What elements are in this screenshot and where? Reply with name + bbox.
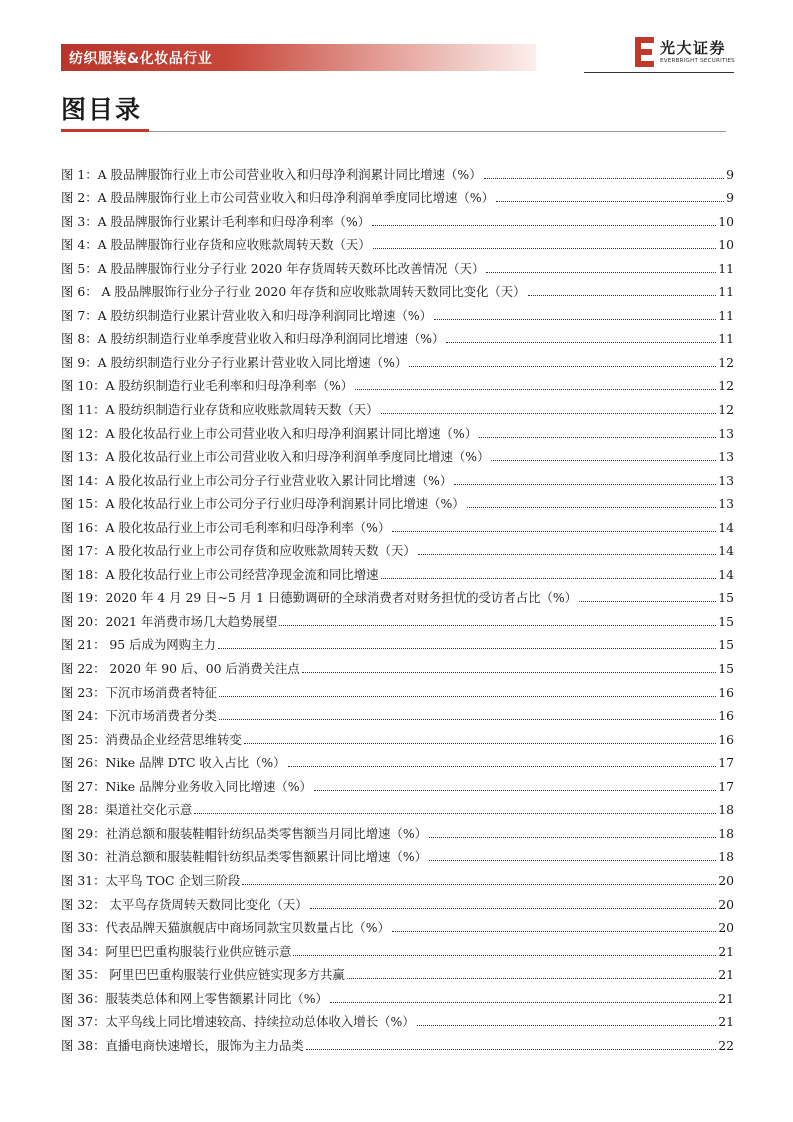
toc-entry-label: 图 2：A 股品牌服饰行业上市公司营业收入和归母净利润单季度同比增速（%） [61,190,494,206]
toc-entry[interactable] [61,888,734,912]
toc-entry-page: 17 [718,778,734,794]
toc-entry-page: 21 [718,943,734,959]
toc-entry-page: 12 [718,378,734,394]
toc-entry-page: 21 [718,967,734,983]
toc-entry[interactable] [61,276,734,300]
toc-entry-page: 15 [718,613,734,629]
toc-entry-label: 图 22： 2020 年 90 后、00 后消费关注点 [61,661,300,677]
toc-entry-page: 11 [718,260,734,276]
toc-leader-dots [306,1049,716,1050]
toc-entry[interactable] [61,252,734,276]
toc-leader-dots [467,507,717,508]
toc-entry[interactable] [61,323,734,347]
toc-leader-dots [373,248,717,249]
toc-entry-page: 16 [718,731,734,747]
toc-entry-page: 11 [718,307,734,323]
toc-entry-label: 图 9：A 股纺织制造行业分子行业累计营业收入同比增速（%） [61,354,408,370]
toc-leader-dots [484,178,725,179]
toc-leader-dots [219,719,716,720]
toc-entry-page: 16 [718,684,734,700]
toc-leader-dots [381,413,717,414]
toc-leader-dots [302,672,716,673]
toc-entry-page: 21 [718,990,734,1006]
toc-entry-label: 图 12：A 股化妆品行业上市公司营业收入和归母净利润累计同比增速（%） [61,425,478,441]
toc-entry[interactable] [61,370,734,394]
toc-entry-label: 图 29：社消总额和服装鞋帽针纺织品类零售额当月同比增速（%） [61,825,428,841]
toc-entry-label: 图 26：Nike 品牌 DTC 收入占比（%） [61,755,286,771]
figure-toc-list [61,158,734,1053]
toc-entry-page: 18 [718,802,734,818]
toc-entry-label: 图 17：A 股化妆品行业上市公司存货和应收账款周转天数（天） [61,543,416,559]
toc-leader-dots [355,389,716,390]
toc-entry-label: 图 21： 95 后成为网购主力 [61,637,216,653]
toc-entry-page: 20 [718,872,734,888]
toc-entry[interactable] [61,441,734,465]
toc-entry-page: 12 [718,402,734,418]
toc-entry[interactable] [61,417,734,441]
toc-entry-page: 13 [718,496,734,512]
toc-entry-page: 15 [718,661,734,677]
toc-entry[interactable] [61,747,734,771]
toc-entry[interactable] [61,605,734,629]
toc-entry[interactable] [61,912,734,936]
toc-entry-page: 9 [726,166,734,182]
toc-entry[interactable] [61,700,734,724]
toc-entry-label: 图 28：渠道社交化示意 [61,802,193,818]
toc-entry-label: 图 34：阿里巴巴重构服装行业供应链示意 [61,943,292,959]
toc-entry[interactable] [61,676,734,700]
toc-entry[interactable] [61,959,734,983]
toc-entry-page: 11 [718,331,734,347]
toc-entry-label: 图 27：Nike 品牌分业务收入同比增速（%） [61,778,312,794]
toc-entry-label: 图 14：A 股化妆品行业上市公司分子行业营业收入累计同比增速（%） [61,472,453,488]
header-band [61,44,536,71]
toc-leader-dots [434,319,716,320]
toc-entry[interactable] [61,723,734,747]
toc-entry-page: 14 [718,566,734,582]
toc-entry-page: 16 [718,708,734,724]
toc-entry[interactable] [61,982,734,1006]
toc-entry[interactable] [61,841,734,865]
toc-leader-dots [194,813,716,814]
toc-entry-label: 图 8：A 股纺织制造行业单季度营业收入和归母净利润同比增速（%） [61,331,445,347]
toc-entry-page: 18 [718,825,734,841]
toc-entry[interactable] [61,770,734,794]
toc-entry-label: 图 20：2021 年消费市场几大趋势展望 [61,613,278,629]
toc-leader-dots [429,860,716,861]
toc-entry-label: 图 19：2020 年 4 月 29 日~5 月 1 日德勤调研的全球消费者对财务担忧的受访者占比（%） [61,590,578,606]
toc-entry-label: 图 35： 阿里巴巴重构服装行业供应链实现多方共赢 [61,967,345,983]
toc-entry-page: 18 [718,849,734,865]
toc-entry-label: 图 16：A 股化妆品行业上市公司毛利率和归母净利率（%） [61,519,391,535]
toc-leader-dots [314,790,716,791]
toc-entry-label: 图 10：A 股纺织制造行业毛利率和归母净利率（%） [61,378,354,394]
toc-entry-page: 10 [718,237,734,253]
toc-leader-dots [219,696,716,697]
toc-leader-dots [528,295,717,296]
toc-entry[interactable] [61,182,734,206]
industry-label: 纺织服装&化妆品行业 [69,51,213,67]
toc-leader-dots [446,342,716,343]
toc-leader-dots [392,931,716,932]
toc-entry[interactable] [61,205,734,229]
toc-entry[interactable] [61,158,734,182]
toc-entry-page: 13 [718,472,734,488]
toc-entry[interactable] [61,794,734,818]
toc-entry[interactable] [61,511,734,535]
toc-entry[interactable] [61,652,734,676]
toc-entry-label: 图 30：社消总额和服装鞋帽针纺织品类零售额累计同比增速（%） [61,849,428,865]
toc-entry-page: 15 [718,590,734,606]
logo-chinese-name: 光大证券 [660,39,727,57]
toc-leader-dots [496,201,724,202]
toc-leader-dots [479,437,716,438]
header-rule [584,72,734,73]
logo-mark-icon [634,36,656,68]
toc-leader-dots [417,1025,717,1026]
toc-leader-dots [293,955,716,956]
toc-leader-dots [392,531,716,532]
toc-leader-dots [454,484,716,485]
toc-entry[interactable] [61,629,734,653]
toc-leader-dots [579,601,716,602]
toc-entry-label: 图 37：太平鸟线上同比增速较高、持续拉动总体收入增长（%） [61,1014,415,1030]
toc-entry-page: 20 [718,920,734,936]
toc-entry[interactable] [61,229,734,253]
toc-entry-page: 13 [718,425,734,441]
logo-english-name: EVERBRIGHT SECURITIES [660,58,735,64]
toc-entry[interactable] [61,535,734,559]
toc-entry[interactable] [61,864,734,888]
toc-leader-dots [409,366,716,367]
toc-leader-dots [491,460,716,461]
title-rule [149,131,726,132]
toc-entry-label: 图 32： 太平鸟存货周转天数同比变化（天） [61,896,308,912]
toc-entry-label: 图 31：太平鸟 TOC 企划三阶段 [61,872,241,888]
toc-entry-page: 17 [718,755,734,771]
toc-leader-dots [310,908,717,909]
toc-entry-page: 9 [726,190,734,206]
toc-entry-label: 图 23：下沉市场消费者特征 [61,684,218,700]
toc-leader-dots [486,272,716,273]
toc-entry-page: 11 [718,284,734,300]
toc-entry-page: 13 [718,449,734,465]
toc-entry[interactable] [61,1029,734,1053]
toc-entry-label: 图 1：A 股品牌服饰行业上市公司营业收入和归母净利润累计同比增速（%） [61,166,482,182]
page-title: 图目录 [61,95,143,124]
toc-entry[interactable] [61,346,734,370]
toc-entry[interactable] [61,393,734,417]
toc-entry-label: 图 36：服装类总体和网上零售额累计同比（%） [61,990,328,1006]
toc-entry-label: 图 4：A 股品牌服饰行业存货和应收账款周转天数（天） [61,237,371,253]
toc-entry[interactable] [61,582,734,606]
toc-leader-dots [330,1002,716,1003]
toc-entry-label: 图 33：代表品牌天猫旗舰店中商场同款宝贝数量占比（%） [61,920,390,936]
toc-leader-dots [418,554,716,555]
toc-leader-dots [218,648,716,649]
toc-entry-page: 22 [718,1037,734,1053]
toc-entry-page: 21 [718,1014,734,1030]
toc-entry-page: 14 [718,543,734,559]
toc-entry-page: 14 [718,519,734,535]
toc-entry-label: 图 38：直播电商快速增长，服饰为主力品类 [61,1037,304,1053]
toc-entry-label: 图 13：A 股化妆品行业上市公司营业收入和归母净利润单季度同比增速（%） [61,449,490,465]
toc-leader-dots [381,578,717,579]
toc-entry-label: 图 3：A 股品牌服饰行业累计毛利率和归母净利率（%） [61,213,371,229]
toc-entry[interactable] [61,1006,734,1030]
toc-entry[interactable] [61,558,734,582]
toc-entry-label: 图 6： A 股品牌服饰行业分子行业 2020 年存货和应收账款周转天数同比变化（天） [61,284,526,300]
toc-entry-label: 图 15：A 股化妆品行业上市公司分子行业归母净利润累计同比增速（%） [61,496,465,512]
toc-entry[interactable] [61,299,734,323]
toc-entry-label: 图 5：A 股品牌服饰行业分子行业 2020 年存货周转天数环比改善情况（天） [61,260,485,276]
everbright-logo [634,36,744,70]
toc-entry-page: 15 [718,637,734,653]
toc-entry-page: 12 [718,354,734,370]
toc-leader-dots [347,978,716,979]
toc-leader-dots [242,884,716,885]
title-rule-accent [61,129,149,132]
toc-entry-label: 图 24：下沉市场消费者分类 [61,708,218,724]
toc-entry[interactable] [61,464,734,488]
toc-entry[interactable] [61,935,734,959]
toc-leader-dots [244,743,716,744]
toc-leader-dots [429,837,716,838]
toc-leader-dots [279,625,716,626]
toc-entry-label: 图 11：A 股纺织制造行业存货和应收账款周转天数（天） [61,402,379,418]
toc-entry-label: 图 25：消费品企业经营思维转变 [61,731,242,747]
toc-entry-page: 10 [718,213,734,229]
toc-entry[interactable] [61,488,734,512]
toc-entry-label: 图 7：A 股纺织制造行业累计营业收入和归母净利润同比增速（%） [61,307,433,323]
toc-leader-dots [372,225,716,226]
toc-entry[interactable] [61,817,734,841]
toc-entry-page: 20 [718,896,734,912]
toc-entry-label: 图 18：A 股化妆品行业上市公司经营净现金流和同比增速 [61,566,379,582]
toc-leader-dots [288,766,717,767]
